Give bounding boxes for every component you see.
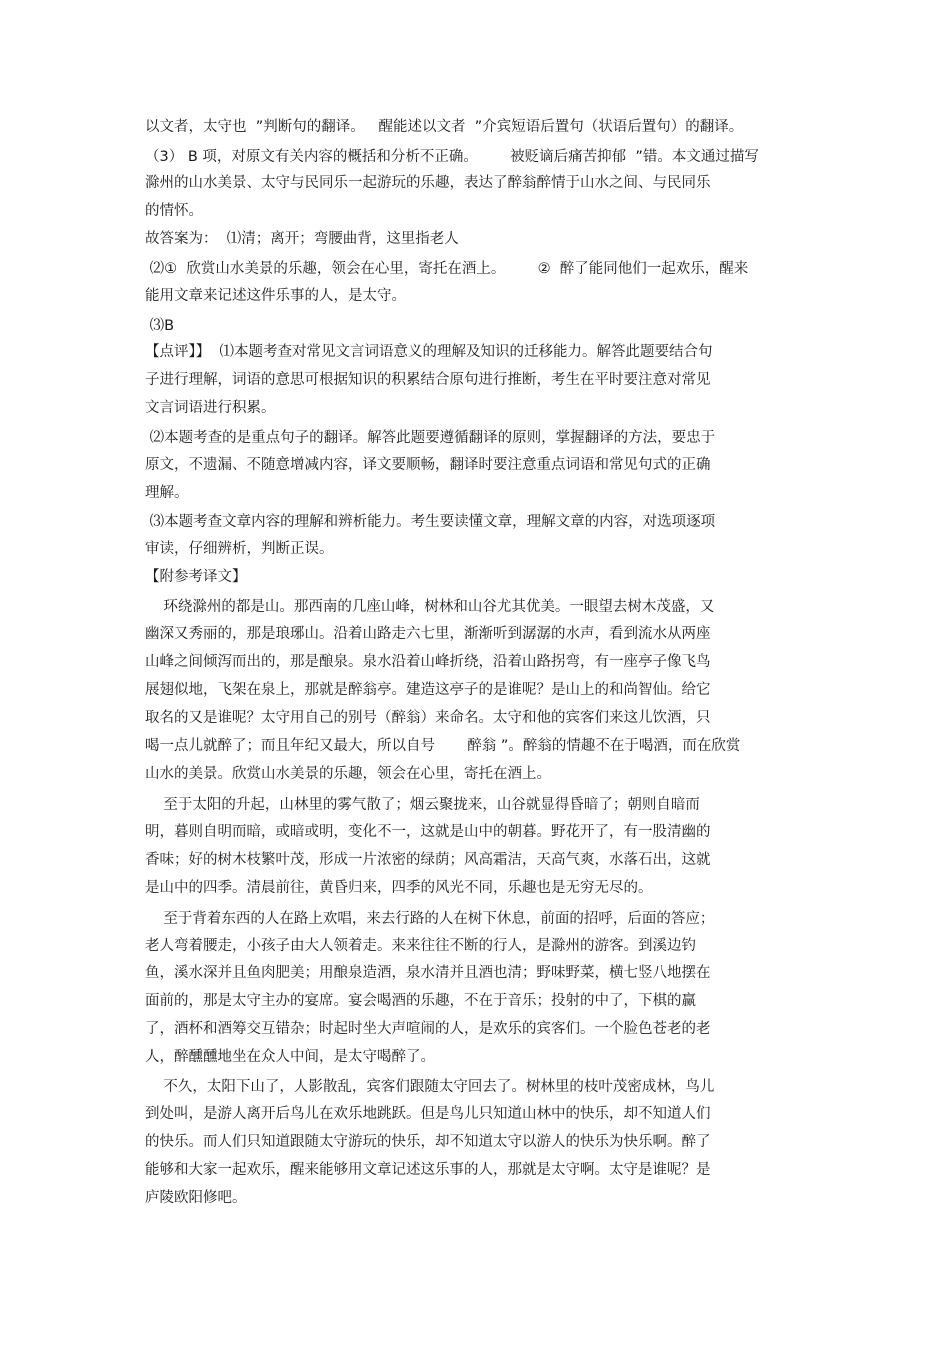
text-line: 审读，仔细辨析，判断正误。 [145,541,334,557]
text-line: 不久，太阳下山了，人影散乱，宾客们跟随太守回去了。树林里的枝叶茂密成林，鸟儿 [145,1079,715,1095]
text-line: 鱼，溪水深并且鱼肉肥美；用酿泉造酒，泉水清并且酒也清；野味野菜，横七竖八地摆在 [145,965,711,981]
text-line: ⑶B [145,318,175,334]
text-line: （3） B 项，对原文有关内容的概括和分析不正确。 被贬谪后痛苦抑郁 ”错。本文通过描写 [145,149,759,165]
text-line: 是山中的四季。清晨前往，黄昏归来，四季的风光不同，乐趣也是无穷无尽的。 [145,880,653,896]
text-line: 文言词语进行积累。 [145,400,276,416]
text-line: 庐陵欧阳修吧。 [145,1190,247,1206]
section-heading: 【附参考译文】 [145,569,247,585]
text-line: ⑵本题考查的是重点句子的翻译。解答此题要遵循翻译的原则，掌握翻译的方法，要忠于 [145,430,716,446]
text-line: 明，暮则自明而暗，或暗或明，变化不一，这就是山中的朝暮。野花开了，有一股清幽的 [145,824,711,840]
text-line: 山水的美景。欣赏山水美景的乐趣，领会在心里，寄托在酒上。 [145,766,551,782]
text-line: 幽深又秀丽的，那是琅琊山。沿着山路走六七里，渐渐听到潺潺的水声，看到流水从两座 [145,626,711,642]
text-line: 能用文章来记述这件乐事的人，是太守。 [145,288,406,304]
text-line: 了，酒杯和酒筹交互错杂；时起时坐大声喧闹的人，是欢乐的宾客们。一个脸色苍老的老 [145,1021,711,1037]
text-line: 至于背着东西的人在路上欢唱，来去行路的人在树下休息，前面的招呼，后面的答应； [145,911,715,927]
text-line: 的快乐。而人们只知道跟随太守游玩的快乐，却不知道太守以游人的快乐为快乐啊。醉了 [145,1134,711,1150]
text-line: 故答案为： ⑴清；离开；弯腰曲背，这里指老人 [145,231,459,247]
text-line: 人，醉醺醺地坐在众人中间，是太守喝醉了。 [145,1049,435,1065]
text-line: 滁州的山水美景、太守与民同乐一起游玩的乐趣，表达了醉翁醉情于山水之间、与民同乐 [145,175,711,191]
text-line: 能够和大家一起欢乐，醒来能够用文章记述这乐事的人，那就是太守啊。太守是谁呢？是 [145,1162,711,1178]
text-line: ⑵① 欣赏山水美景的乐趣，领会在心里，寄托在酒上。 ② 醉了能同他们一起欢乐，醒来 [145,261,749,277]
text-line: 山峰之间倾泻而出的，那是酿泉。泉水沿着山峰折绕，沿着山路拐弯，有一座亭子像飞鸟 [145,654,711,670]
text-line: 取名的又是谁呢？太守用自己的别号（醉翁）来命名。太守和他的宾客们来这儿饮酒，只 [145,710,711,726]
text-line: 展翅似地，飞架在泉上，那就是醉翁亭。建造这亭子的是谁呢？是山上的和尚智仙。给它 [145,682,711,698]
text-line: ⑶本题考查文章内容的理解和辨析能力。考生要读懂文章，理解文章的内容，对选项逐项 [145,514,716,530]
text-line: 理解。 [145,485,189,501]
text-line: 以文者，太守也 ”判断句的翻译。 醒能述以文者 ”介宾短语后置句（状语后置句）的翻译。 [145,119,744,135]
text-line: 面前的，那是太守主办的宴席。宴会喝酒的乐趣，不在于音乐；投射的中了，下棋的赢 [145,993,696,1009]
text-line: 到处叫，是游人离开后鸟儿在欢乐地跳跃。但是鸟儿只知道山林中的快乐，却不知道人们 [145,1106,711,1122]
text-line: 环绕滁州的都是山。那西南的几座山峰，树林和山谷尤其优美。一眼望去树木茂盛，又 [145,599,715,615]
text-line: 【点评】】 ⑴本题考查对常见文言词语意义的理解及知识的迁移能力。解答此题要结合句 [145,344,713,360]
text-line: 香味；好的树木枝繁叶茂，形成一片浓密的绿荫；风高霜洁，天高气爽，水落石出，这就 [145,852,711,868]
text-line: 至于太阳的升起，山林里的雾气散了；烟云聚拢来，山谷就显得昏暗了；朝则自暗而 [145,797,700,813]
text-line: 子进行理解，词语的意思可根据知识的积累结合原句进行推断，考生在平时要注意对常见 [145,372,711,388]
text-line: 原文，不遗漏、不随意增减内容，译文要顺畅，翻译时要注意重点词语和常见句式的正确 [145,457,711,473]
text-line: 喝一点儿就醉了；而且年纪又最大，所以自号 醉翁 ”。醉翁的情趣不在于喝酒，而在欣赏 [145,738,741,754]
text-line: 老人弯着腰走，小孩子由大人领着走。来来往往不断的行人，是滁州的游客。到溪边钓 [145,938,696,954]
text-line: 的情怀。 [145,203,203,219]
